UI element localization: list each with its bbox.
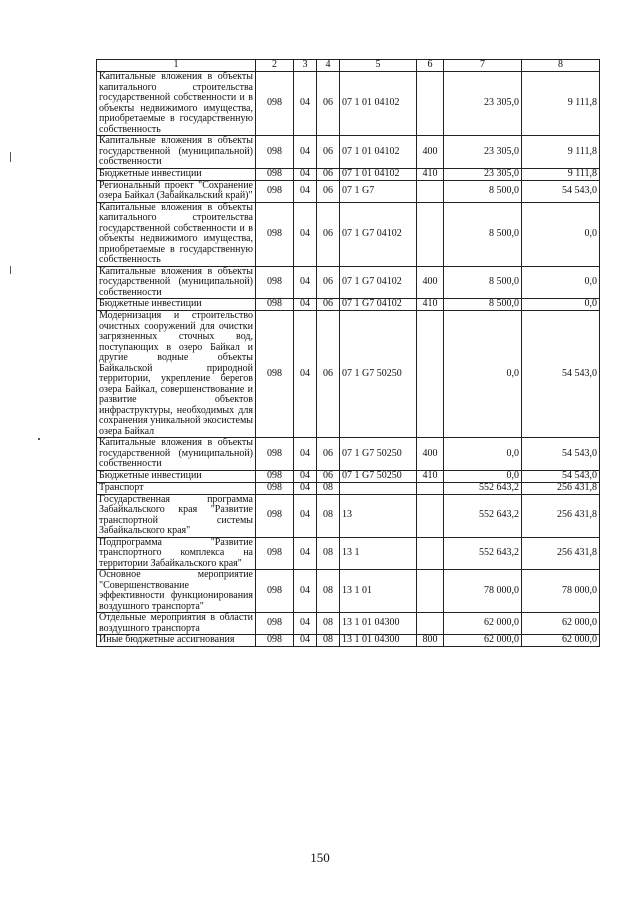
cell-subsection: 08: [317, 537, 340, 570]
table-row: [97, 537, 600, 570]
header-cell: 8: [522, 60, 600, 72]
table-row: [97, 470, 600, 482]
cell-section: 04: [294, 180, 317, 202]
cell-subsection: 08: [317, 635, 340, 647]
row-name: Бюджетные инвестиции: [97, 168, 256, 180]
cell-section: 04: [294, 613, 317, 635]
header-cell: 6: [417, 60, 444, 72]
cell-subsection: 08: [317, 570, 340, 613]
cell-section: 04: [294, 202, 317, 266]
cell-subsection: 06: [317, 180, 340, 202]
cell-section: 04: [294, 168, 317, 180]
cell-subsection: 06: [317, 311, 340, 438]
cell-ministry: 098: [256, 570, 294, 613]
table-row: [97, 299, 600, 311]
table-row: [97, 202, 600, 266]
table-row: [97, 311, 600, 438]
header-cell: 4: [317, 60, 340, 72]
row-name: Капитальные вложения в объекты государственной (муниципальной) собственности: [97, 266, 256, 299]
cell-target-article: 13 1: [340, 537, 417, 570]
header-cell: 7: [444, 60, 522, 72]
cell-amount-2: 9 111,8: [522, 72, 600, 136]
cell-amount-1: 8 500,0: [444, 202, 522, 266]
table-row: [97, 168, 600, 180]
cell-ministry: 098: [256, 202, 294, 266]
cell-expense-type: 410: [417, 470, 444, 482]
cell-section: 04: [294, 537, 317, 570]
cell-amount-1: 78 000,0: [444, 570, 522, 613]
row-name: Транспорт: [97, 482, 256, 494]
cell-section: 04: [294, 494, 317, 537]
header-cell: 2: [256, 60, 294, 72]
cell-expense-type: [417, 570, 444, 613]
cell-amount-2: 54 543,0: [522, 470, 600, 482]
cell-amount-1: 62 000,0: [444, 635, 522, 647]
cell-amount-1: 8 500,0: [444, 180, 522, 202]
header-row: [97, 60, 600, 72]
cell-section: 04: [294, 570, 317, 613]
cell-amount-1: 0,0: [444, 470, 522, 482]
cell-section: 04: [294, 136, 317, 169]
cell-amount-2: 0,0: [522, 266, 600, 299]
row-name: Бюджетные инвестиции: [97, 299, 256, 311]
cell-ministry: 098: [256, 613, 294, 635]
row-name: Модернизация и строительство очистных сооружений для очистки загрязненных сточных вод, поступающих в озеро Байкал и другие водные объекты Байкальской природной территории, укрепление берегов озера Байкал, совершенствование и развитие объектов инфраструктуры, необходимых для сохранения уникальной экосистемы озера Байкал: [97, 311, 256, 438]
cell-amount-1: 0,0: [444, 438, 522, 471]
cell-target-article: 13 1 01 04300: [340, 635, 417, 647]
cell-target-article: 07 1 01 04102: [340, 136, 417, 169]
cell-amount-2: 9 111,8: [522, 136, 600, 169]
cell-amount-1: 62 000,0: [444, 613, 522, 635]
cell-ministry: 098: [256, 266, 294, 299]
cell-amount-2: 256 431,8: [522, 537, 600, 570]
cell-amount-1: 0,0: [444, 311, 522, 438]
cell-target-article: 07 1 G7 50250: [340, 438, 417, 471]
cell-subsection: 06: [317, 266, 340, 299]
cell-ministry: 098: [256, 635, 294, 647]
cell-expense-type: [417, 311, 444, 438]
cell-amount-1: 552 643,2: [444, 482, 522, 494]
cell-expense-type: 400: [417, 438, 444, 471]
table-row: [97, 494, 600, 537]
cell-expense-type: [417, 482, 444, 494]
cell-subsection: 06: [317, 470, 340, 482]
cell-target-article: 07 1 G7 50250: [340, 470, 417, 482]
cell-ministry: 098: [256, 470, 294, 482]
cell-expense-type: [417, 494, 444, 537]
row-name: Капитальные вложения в объекты капитального строительства государственной собственности и в объекты недвижимого имущества, приобретаемые в государственную собственность: [97, 202, 256, 266]
cell-target-article: 07 1 01 04102: [340, 168, 417, 180]
cell-subsection: 06: [317, 299, 340, 311]
cell-target-article: 13 1 01: [340, 570, 417, 613]
cell-expense-type: [417, 72, 444, 136]
cell-amount-1: 8 500,0: [444, 299, 522, 311]
cell-subsection: 08: [317, 482, 340, 494]
cell-section: 04: [294, 482, 317, 494]
cell-expense-type: [417, 613, 444, 635]
cell-amount-2: 0,0: [522, 299, 600, 311]
cell-ministry: 098: [256, 136, 294, 169]
cell-amount-1: 552 643,2: [444, 494, 522, 537]
cell-section: 04: [294, 635, 317, 647]
cell-target-article: 13 1 01 04300: [340, 613, 417, 635]
row-name: Капитальные вложения в объекты государственной (муниципальной) собственности: [97, 438, 256, 471]
header-cell: 5: [340, 60, 417, 72]
cell-section: 04: [294, 311, 317, 438]
table-row: [97, 136, 600, 169]
cell-amount-2: 78 000,0: [522, 570, 600, 613]
cell-target-article: [340, 482, 417, 494]
cell-amount-2: 54 543,0: [522, 180, 600, 202]
row-name: Основное мероприятие "Совершенствование эффективности функционирования воздушного транспорта": [97, 570, 256, 613]
row-name: Капитальные вложения в объекты капитального строительства государственной собственности и в объекты недвижимого имущества, приобретаемые в государственную собственность: [97, 72, 256, 136]
table-row: [97, 613, 600, 635]
cell-amount-1: 552 643,2: [444, 537, 522, 570]
cell-subsection: 06: [317, 72, 340, 136]
cell-amount-2: 256 431,8: [522, 494, 600, 537]
table-row: [97, 180, 600, 202]
cell-expense-type: 800: [417, 635, 444, 647]
cell-target-article: 13: [340, 494, 417, 537]
cell-amount-2: 256 431,8: [522, 482, 600, 494]
cell-subsection: 06: [317, 136, 340, 169]
cell-amount-1: 23 305,0: [444, 136, 522, 169]
cell-subsection: 06: [317, 438, 340, 471]
cell-ministry: 098: [256, 482, 294, 494]
cell-expense-type: 410: [417, 168, 444, 180]
cell-ministry: 098: [256, 311, 294, 438]
table-row: [97, 72, 600, 136]
row-name: Региональный проект "Сохранение озера Байкал (Забайкальский край)": [97, 180, 256, 202]
row-name: Отдельные мероприятия в области воздушного транспорта: [97, 613, 256, 635]
cell-target-article: 07 1 G7: [340, 180, 417, 202]
table-row: [97, 570, 600, 613]
cell-subsection: 08: [317, 613, 340, 635]
cell-ministry: 098: [256, 438, 294, 471]
cell-amount-2: 54 543,0: [522, 311, 600, 438]
budget-table: [96, 59, 600, 647]
cell-amount-1: 8 500,0: [444, 266, 522, 299]
cell-ministry: 098: [256, 299, 294, 311]
row-name: Бюджетные инвестиции: [97, 470, 256, 482]
row-name: Иные бюджетные ассигнования: [97, 635, 256, 647]
cell-ministry: 098: [256, 494, 294, 537]
table-row: [97, 635, 600, 647]
cell-expense-type: 410: [417, 299, 444, 311]
cell-ministry: 098: [256, 537, 294, 570]
cell-amount-2: 62 000,0: [522, 613, 600, 635]
table-row: [97, 266, 600, 299]
cell-section: 04: [294, 72, 317, 136]
cell-target-article: 07 1 G7 04102: [340, 202, 417, 266]
cell-section: 04: [294, 299, 317, 311]
row-name: Капитальные вложения в объекты государственной (муниципальной) собственности: [97, 136, 256, 169]
row-name: Подпрограмма "Развитие транспортного комплекса на территории Забайкальского края": [97, 537, 256, 570]
cell-amount-2: 62 000,0: [522, 635, 600, 647]
cell-amount-2: 0,0: [522, 202, 600, 266]
scan-mark: [10, 152, 11, 162]
cell-expense-type: 400: [417, 136, 444, 169]
cell-target-article: 07 1 01 04102: [340, 72, 417, 136]
cell-amount-1: 23 305,0: [444, 168, 522, 180]
cell-expense-type: 400: [417, 266, 444, 299]
row-name: Государственная программа Забайкальского края "Развитие транспортной системы Забайкальского края": [97, 494, 256, 537]
header-cell: 1: [97, 60, 256, 72]
cell-ministry: 098: [256, 168, 294, 180]
cell-amount-1: 23 305,0: [444, 72, 522, 136]
cell-expense-type: [417, 180, 444, 202]
cell-amount-2: 54 543,0: [522, 438, 600, 471]
cell-expense-type: [417, 202, 444, 266]
cell-target-article: 07 1 G7 50250: [340, 311, 417, 438]
cell-ministry: 098: [256, 180, 294, 202]
cell-subsection: 06: [317, 202, 340, 266]
page-number: 150: [310, 850, 330, 865]
scan-mark: [38, 438, 40, 440]
table-row: [97, 438, 600, 471]
cell-section: 04: [294, 470, 317, 482]
cell-amount-2: 9 111,8: [522, 168, 600, 180]
header-cell: 3: [294, 60, 317, 72]
cell-ministry: 098: [256, 72, 294, 136]
cell-target-article: 07 1 G7 04102: [340, 266, 417, 299]
cell-section: 04: [294, 266, 317, 299]
cell-subsection: 06: [317, 168, 340, 180]
scan-mark: [10, 266, 11, 274]
cell-section: 04: [294, 438, 317, 471]
cell-subsection: 08: [317, 494, 340, 537]
cell-target-article: 07 1 G7 04102: [340, 299, 417, 311]
cell-expense-type: [417, 537, 444, 570]
table-row: [97, 482, 600, 494]
